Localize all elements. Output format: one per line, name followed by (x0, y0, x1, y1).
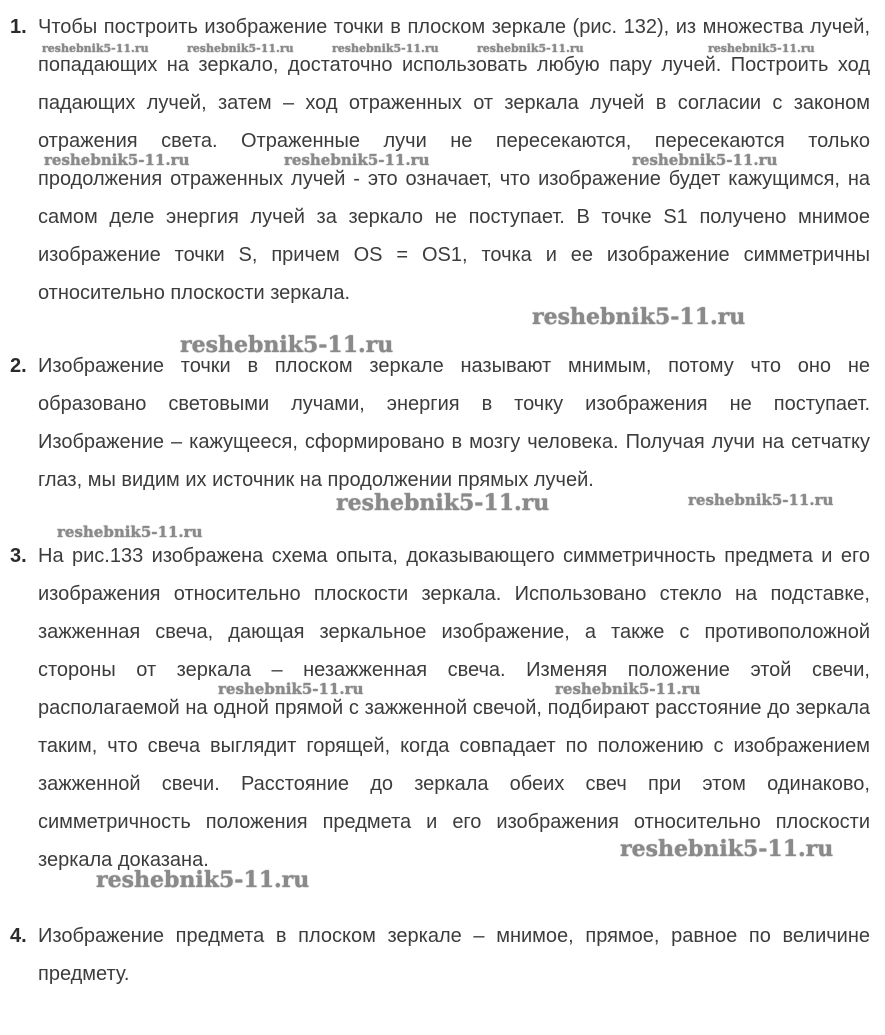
watermark: reshebnik5-11.ru (477, 42, 584, 55)
answer-number: 1. (10, 16, 27, 38)
answer-number: 3. (10, 545, 27, 567)
watermark: reshebnik5-11.ru (42, 42, 149, 55)
watermark: reshebnik5-11.ru (218, 680, 364, 698)
watermark: reshebnik5-11.ru (555, 680, 701, 698)
answer-text: Изображение предмета в плоском зеркале – мнимое, прямое, равное по величине предмету. (38, 925, 870, 985)
answer-text: На рис.133 изображена схема опыта, доказывающего симметричность предмета и его изображения относительно плоскости зеркала. Использовано стекло на подставке, зажженная свеча, дающая зеркальное изображение, а также с противоположной стороны от зеркала – незажженная свеча. Изменяя положение этой свечи, располагаемой на одной прямой с зажженной свечой, подбирают расстояние до зеркала таким, что свеча выглядит горящей, когда совпадает по положению с изображением зажженной свечи. Расстояние до зеркала обеих свеч при этом одинаково, симметричность положения предмета и его изображения относительно плоскости зеркала доказана. (38, 545, 870, 871)
watermark: reshebnik5-11.ru (57, 523, 203, 541)
watermark: reshebnik5-11.ru (180, 332, 394, 358)
watermark: reshebnik5-11.ru (332, 42, 439, 55)
watermark: reshebnik5-11.ru (632, 151, 778, 169)
watermark: reshebnik5-11.ru (532, 304, 746, 330)
watermark: reshebnik5-11.ru (336, 490, 550, 516)
answer-text: Чтобы построить изображение точки в плоском зеркале (рис. 132), из множества лучей, попадающих на зеркало, достаточно использовать любую пару лучей. Построить ход падающих лучей, затем – ход отраженных от зеркала лучей в согласии с законом отражения света. Отраженные лучи не пересекаются, пересекаются только продолжения отраженных лучей - это означает, что изображение будет кажущимся, на самом деле энергия лучей за зеркало не поступает. В точке S1 получено мнимое изображение точки S, причем OS = OS1, точка и ее изображение симметричны относительно плоскости зеркала. (38, 16, 870, 304)
watermark: reshebnik5-11.ru (284, 151, 430, 169)
watermark: reshebnik5-11.ru (187, 42, 294, 55)
answer-number: 4. (10, 925, 27, 947)
watermark: reshebnik5-11.ru (96, 867, 310, 893)
watermark: reshebnik5-11.ru (620, 836, 834, 862)
watermark: reshebnik5-11.ru (44, 151, 190, 169)
watermark: reshebnik5-11.ru (688, 491, 834, 509)
answer-number: 2. (10, 355, 27, 377)
answer-text: Изображение точки в плоском зеркале называют мнимым, потому что оно не образовано световыми лучами, энергия в точку изображения не поступает. Изображение – кажущееся, сформировано в мозгу человека. Получая лучи на сетчатку глаз, мы видим их источник на продолжении прямых лучей. (38, 355, 870, 491)
watermark: reshebnik5-11.ru (708, 42, 815, 55)
